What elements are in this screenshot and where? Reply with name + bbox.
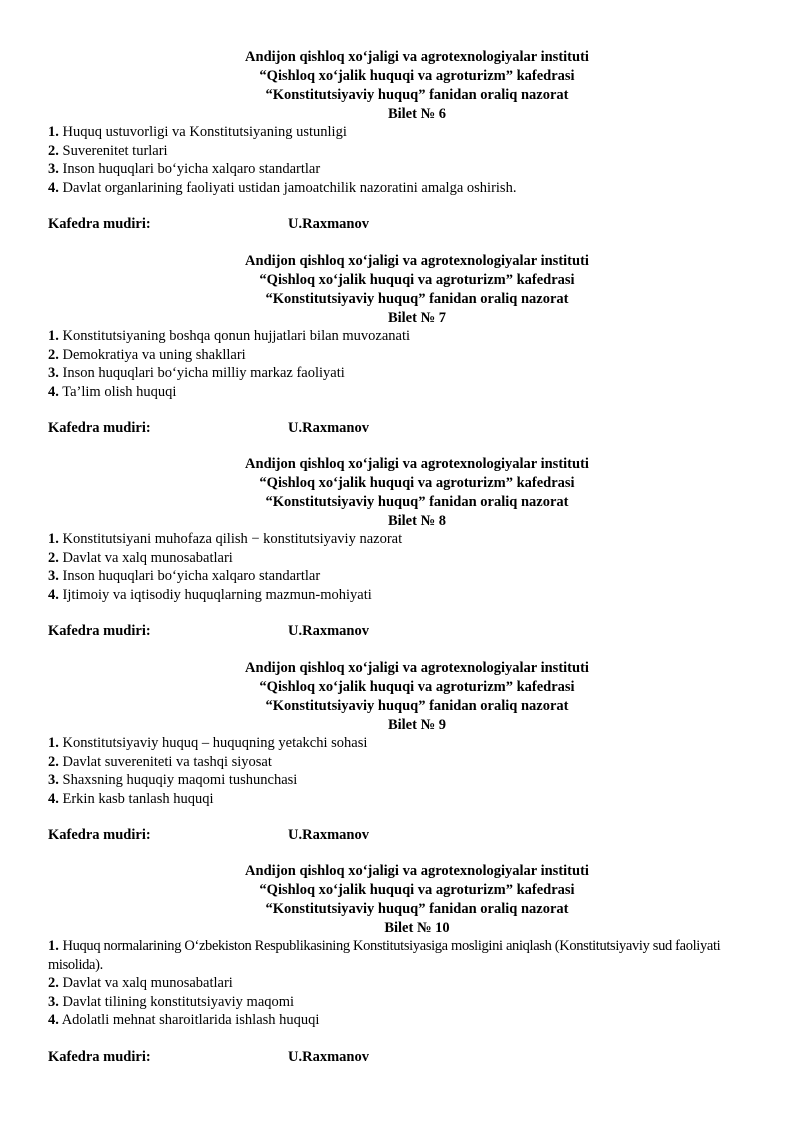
- signature-line: [48, 419, 754, 438]
- question-text: Davlat tilining konstitutsiyaviy maqomi: [62, 993, 295, 1010]
- question-text: Adolatli mehnat sharoitlarida ishlash huquqi: [61, 1012, 320, 1029]
- question-number: 2.: [48, 549, 59, 566]
- question-number: 4.: [48, 383, 59, 400]
- question-number: 3.: [48, 568, 59, 585]
- question-text: Konstitutsiyani muhofaza qilish − konstitutsiyaviy nazorat: [62, 531, 403, 547]
- ticket-number: Bilet № 8: [387, 513, 447, 529]
- question-number: 1.: [48, 938, 59, 954]
- question-item: [48, 142, 754, 161]
- question-item: [48, 327, 754, 346]
- question-text: Huquq normalarining O‘zbekiston Respublikasining Konstitutsiyasiga mosligini aniqlash (Konstitutsiyaviy sud faoliyati misolida).: [48, 938, 721, 973]
- ticket-number: Bilet № 9: [387, 717, 447, 733]
- course-title: “Konstitutsiyaviy huquq” fanidan oraliq nazorat: [265, 901, 569, 917]
- question-list: [48, 327, 754, 401]
- question-text: Erkin kasb tanlash huquqi: [62, 790, 214, 807]
- ticket-number: Bilet № 7: [387, 310, 447, 326]
- question-number: 3.: [48, 161, 59, 178]
- question-list: [48, 530, 754, 604]
- institute-name: Andijon qishloq xo‘jaligi va agrotexnologiyalar instituti: [245, 253, 589, 269]
- department-name: “Qishloq xo‘jalik huquqi va agroturizm” kafedrasi: [259, 882, 575, 898]
- signature-role: Kafedra mudiri:: [48, 216, 151, 233]
- question-text: Konstitutsiyaning boshqa qonun hujjatlari bilan muvozanati: [62, 328, 411, 344]
- question-item: [48, 734, 754, 753]
- signature-name: U.Raxmanov: [288, 623, 369, 640]
- question-item: [48, 160, 754, 179]
- question-item: [48, 549, 754, 568]
- question-number: 1.: [48, 531, 59, 547]
- question-text: Huquq ustuvorligi va Konstitutsiyaning ustunligi: [62, 124, 347, 140]
- question-number: 4.: [48, 179, 59, 196]
- question-item: [48, 179, 754, 198]
- question-list: [48, 734, 754, 808]
- institute-name: Andijon qishloq xo‘jaligi va agrotexnologiyalar instituti: [245, 863, 589, 879]
- question-item: [48, 790, 754, 809]
- question-number: 2.: [48, 975, 59, 992]
- institute-name: Andijon qishloq xo‘jaligi va agrotexnologiyalar instituti: [245, 49, 589, 65]
- question-text: Davlat va xalq munosabatlari: [62, 975, 233, 992]
- question-number: 1.: [48, 735, 59, 751]
- question-list: [48, 123, 754, 197]
- signature-line: [48, 1048, 754, 1067]
- question-item: [48, 383, 754, 402]
- exam-ticket: [48, 252, 754, 438]
- question-text: Inson huquqlari bo‘yicha xalqaro standartlar: [62, 568, 321, 585]
- question-text: Davlat suvereniteti va tashqi siyosat: [62, 753, 272, 770]
- question-number: 2.: [48, 753, 59, 770]
- question-item: [48, 567, 754, 586]
- question-number: 4.: [48, 586, 59, 603]
- course-title: “Konstitutsiyaviy huquq” fanidan oraliq nazorat: [265, 698, 569, 714]
- question-item: [48, 753, 754, 772]
- exam-ticket: [48, 48, 754, 234]
- question-item: [48, 974, 754, 993]
- question-item: [48, 1011, 754, 1030]
- signature-name: U.Raxmanov: [288, 827, 369, 844]
- institute-name: Andijon qishloq xo‘jaligi va agrotexnologiyalar instituti: [245, 660, 589, 676]
- question-text: Inson huquqlari bo‘yicha milliy markaz faoliyati: [62, 365, 345, 382]
- question-number: 3.: [48, 365, 59, 382]
- question-number: 2.: [48, 346, 59, 363]
- ticket-number: Bilet № 6: [387, 106, 447, 122]
- department-name: “Qishloq xo‘jalik huquqi va agroturizm” kafedrasi: [259, 272, 575, 288]
- question-item: [48, 586, 754, 605]
- signature-role: Kafedra mudiri:: [48, 623, 151, 640]
- course-title: “Konstitutsiyaviy huquq” fanidan oraliq nazorat: [265, 494, 569, 510]
- course-title: “Konstitutsiyaviy huquq” fanidan oraliq nazorat: [265, 291, 569, 307]
- department-name: “Qishloq xo‘jalik huquqi va agroturizm” kafedrasi: [259, 68, 575, 84]
- question-text: Davlat organlarining faoliyati ustidan jamoatchilik nazoratini amalga oshirish.: [62, 179, 517, 196]
- question-number: 3.: [48, 993, 59, 1010]
- signature-role: Kafedra mudiri:: [48, 420, 151, 437]
- question-list: [48, 937, 754, 1030]
- ticket-number: Bilet № 10: [384, 920, 450, 936]
- question-text: Inson huquqlari bo‘yicha xalqaro standartlar: [62, 161, 321, 178]
- question-text: Shaxsning huquqiy maqomi tushunchasi: [62, 772, 298, 789]
- institute-name: Andijon qishloq xo‘jaligi va agrotexnologiyalar instituti: [245, 456, 589, 472]
- question-item: [48, 530, 754, 549]
- signature-role: Kafedra mudiri:: [48, 827, 151, 844]
- question-text: Demokratiya va uning shakllari: [62, 346, 246, 363]
- signature-name: U.Raxmanov: [288, 1048, 369, 1065]
- question-text: Konstitutsiyaviy huquq – huquqning yetakchi sohasi: [62, 735, 368, 751]
- signature-name: U.Raxmanov: [288, 420, 369, 437]
- question-item: [48, 346, 754, 365]
- question-text: Ijtimoiy va iqtisodiy huquqlarning mazmun-mohiyati: [62, 586, 372, 603]
- question-item: [48, 364, 754, 383]
- question-text: Ta’lim olish huquqi: [62, 383, 177, 400]
- signature-line: [48, 215, 754, 234]
- exam-ticket: [48, 659, 754, 845]
- exam-ticket: [48, 455, 754, 641]
- question-text: Davlat va xalq munosabatlari: [62, 549, 233, 566]
- exam-ticket: [48, 862, 754, 1067]
- question-number: 3.: [48, 772, 59, 789]
- question-item: [48, 123, 754, 142]
- question-item: [48, 937, 754, 974]
- signature-role: Kafedra mudiri:: [48, 1048, 151, 1065]
- question-number: 1.: [48, 124, 59, 140]
- question-number: 2.: [48, 142, 59, 159]
- signature-name: U.Raxmanov: [288, 216, 369, 233]
- question-number: 1.: [48, 328, 59, 344]
- department-name: “Qishloq xo‘jalik huquqi va agroturizm” kafedrasi: [259, 679, 575, 695]
- course-title: “Konstitutsiyaviy huquq” fanidan oraliq nazorat: [265, 87, 569, 103]
- signature-line: [48, 622, 754, 641]
- department-name: “Qishloq xo‘jalik huquqi va agroturizm” kafedrasi: [259, 475, 575, 491]
- question-number: 4.: [48, 790, 59, 807]
- question-item: [48, 771, 754, 790]
- question-number: 4.: [48, 1012, 59, 1029]
- question-text: Suverenitet turlari: [62, 142, 168, 159]
- question-item: [48, 993, 754, 1012]
- signature-line: [48, 826, 754, 845]
